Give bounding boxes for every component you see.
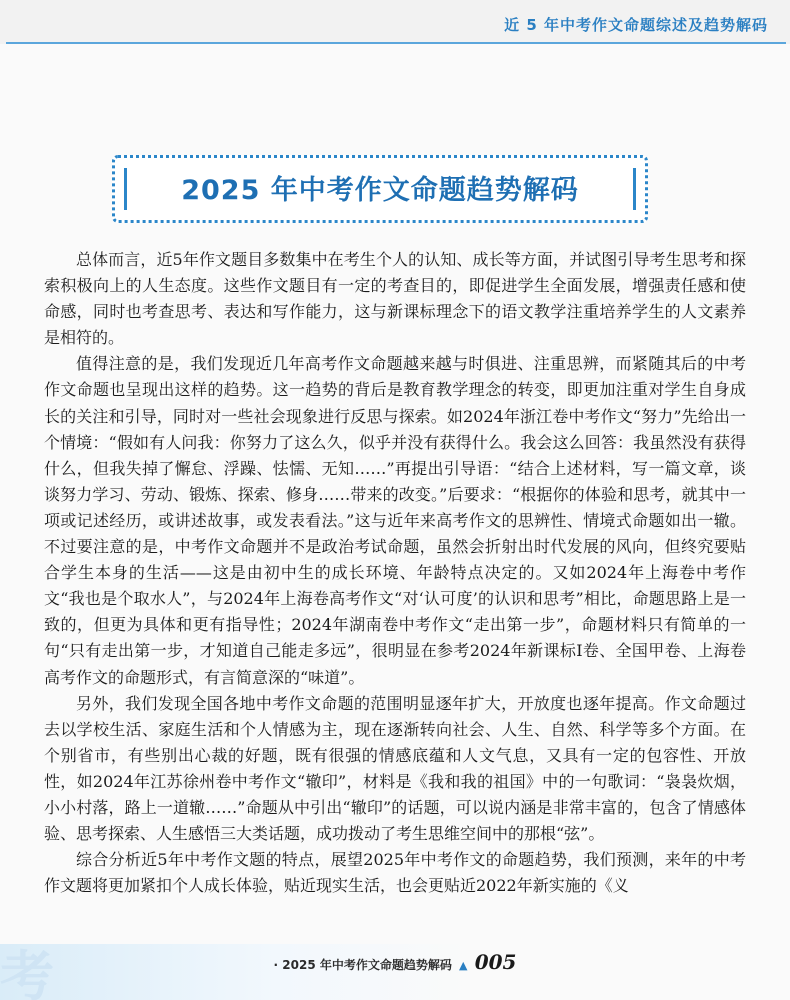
header-divider	[6, 42, 786, 44]
title-box	[112, 155, 648, 223]
article-body	[44, 247, 746, 899]
paragraph-4: 综合分析近5年中考作文题的特点，展望2025年中考作文的命题趋势，我们预测，来年的中考作文题将更加紧扣个人成长体验，贴近现实生活，也会更贴近2022年新实施的《义	[44, 850, 746, 896]
running-header	[0, 0, 790, 44]
footer-dot: ·	[273, 958, 279, 972]
page-title: 2025 年中考作文命题趋势解码	[181, 175, 579, 206]
footer	[0, 950, 790, 974]
paragraph-1: 总体而言，近5年作文题目多数集中在考生个人的认知、成长等方面，并试图引导考生思考和探索积极向上的人生态度。这些作文题目有一定的考查目的，即促进学生全面发展，增强责任感和使命感，同时也考查思考、表达和写作能力，这与新课标理念下的语文教学注重培养学生的人文素养是相符的。	[44, 250, 746, 348]
page-number: 005	[474, 950, 517, 974]
decorative-corner-glyph: 考	[0, 945, 54, 1000]
running-header-title: 近 5 年中考作文命题综述及趋势解码	[504, 16, 768, 34]
paragraph-3: 另外，我们发现全国各地中考作文命题的范围明显逐年扩大，开放度也逐年提高。作文命题过去以学校生活、家庭生活和个人情感为主，现在逐渐转向社会、人生、自然、科学等多个方面。在个别省市，有些别出心裁的好题，既有很强的情感底蕴和人文气息，又具有一定的包容性、开放性，如2024年江苏徐州卷中考作文“辙印”，材料是《我和我的祖国》中的一句歌词：“袅袅炊烟，小小村落，路上一道辙……”命题从中引出“辙印”的话题，可以说内涵是非常丰富的，包含了情感体验、思考探索、人生感悟三大类话题，成功拨动了考生思维空间中的那根“弦”。	[44, 693, 746, 844]
paragraph-2: 值得注意的是，我们发现近几年高考作文命题越来越与时俱进、注重思辨，而紧随其后的中考作文命题也呈现出这样的趋势。这一趋势的背后是教育教学理念的转变，即更加注重对学生自身成长的关注和引导，同时对一些社会现象进行反思与探索。如2024年浙江卷中考作文“努力”先给出一个情境：“假如有人问我：你努力了这么久，似乎并没有获得什么。我会这么回答：我虽然没有获得什么，但我失掉了懈怠、浮躁、怯懦、无知……”再提出引导语：“结合上述材料，写一篇文章，谈谈努力学习、劳动、锻炼、探索、修身……带来的改变。”后要求：“根据你的体验和思考，就其中一项或记述经历，或讲述故事，或发表看法。”这与近年来高考作文的思辨性、情境式命题如出一辙。不过要注意的是，中考作文命题并不是政治考试命题，虽然会折射出时代发展的风向，但终究要贴合学生本身的生活——这是由初中生的成长环境、年龄特点决定的。又如2024年上海卷中考作文“我也是个取水人”，与2024年上海卷高考作文“对‘认可度’的认识和思考”相比，命题思路上是一致的，但更为具体和更有指导性；2024年湖南卷中考作文“走出第一步”，命题材料只有简单的一句“只有走出第一步，才知道自己能走多远”，很明显在参考2024年新课标Ⅰ卷、全国甲卷、上海卷高考作文的命题形式，有言简意深的“味道”。	[44, 354, 746, 687]
triangle-icon: ▲	[459, 959, 468, 972]
footer-title: 2025 年中考作文命题趋势解码	[282, 958, 452, 972]
